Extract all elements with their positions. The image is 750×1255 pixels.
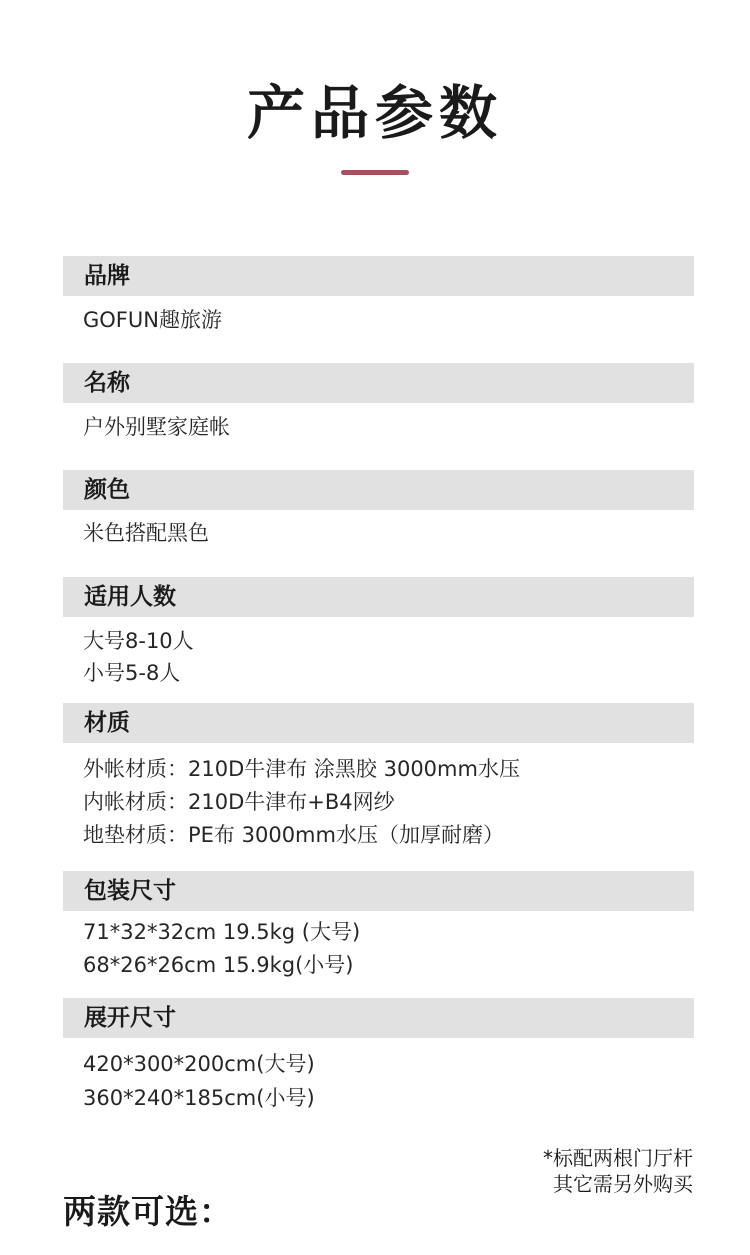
capacity-small: 小号5-8人 xyxy=(83,661,181,685)
name-value: 户外别墅家庭帐 xyxy=(83,415,230,439)
section-label: 名称 xyxy=(84,370,130,396)
section-header-material xyxy=(63,703,694,743)
footnote-line: *标配两根门厅杆 xyxy=(543,1146,693,1170)
section-label: 品牌 xyxy=(84,263,130,289)
footnote-line: 其它需另外购买 xyxy=(553,1172,693,1196)
open-size-large: 420*300*200cm(大号) xyxy=(83,1052,315,1076)
section-label: 颜色 xyxy=(84,477,130,503)
section-header-package-size xyxy=(63,871,694,911)
footnote xyxy=(543,1145,693,1197)
brand-value: GOFUN趣旅游 xyxy=(83,308,222,332)
material-floor: 地垫材质：PE布 3000mm水压（加厚耐磨） xyxy=(83,823,504,847)
section-header-capacity xyxy=(63,577,694,617)
section-label: 适用人数 xyxy=(84,584,176,610)
package-size-small: 68*26*26cm 15.9kg(小号) xyxy=(83,953,354,977)
material-outer: 外帐材质：210D牛津布 涂黑胶 3000mm水压 xyxy=(83,757,520,781)
section-label: 包装尺寸 xyxy=(84,878,176,904)
section-label: 材质 xyxy=(84,710,130,736)
title-underline xyxy=(341,170,409,175)
open-size-small: 360*240*185cm(小号) xyxy=(83,1086,315,1110)
color-value: 米色搭配黑色 xyxy=(83,521,209,545)
page-title: 产品参数 xyxy=(246,79,503,147)
section-header-color xyxy=(63,470,694,510)
section-label: 展开尺寸 xyxy=(84,1005,176,1031)
material-inner: 内帐材质：210D牛津布+B4网纱 xyxy=(83,790,395,814)
options-heading: 两款可选： xyxy=(63,1192,233,1231)
section-header-name xyxy=(63,363,694,403)
package-size-large: 71*32*32cm 19.5kg (大号) xyxy=(83,920,361,944)
section-header-brand xyxy=(63,256,694,296)
section-header-open-size xyxy=(63,998,694,1038)
capacity-large: 大号8-10人 xyxy=(83,629,194,653)
